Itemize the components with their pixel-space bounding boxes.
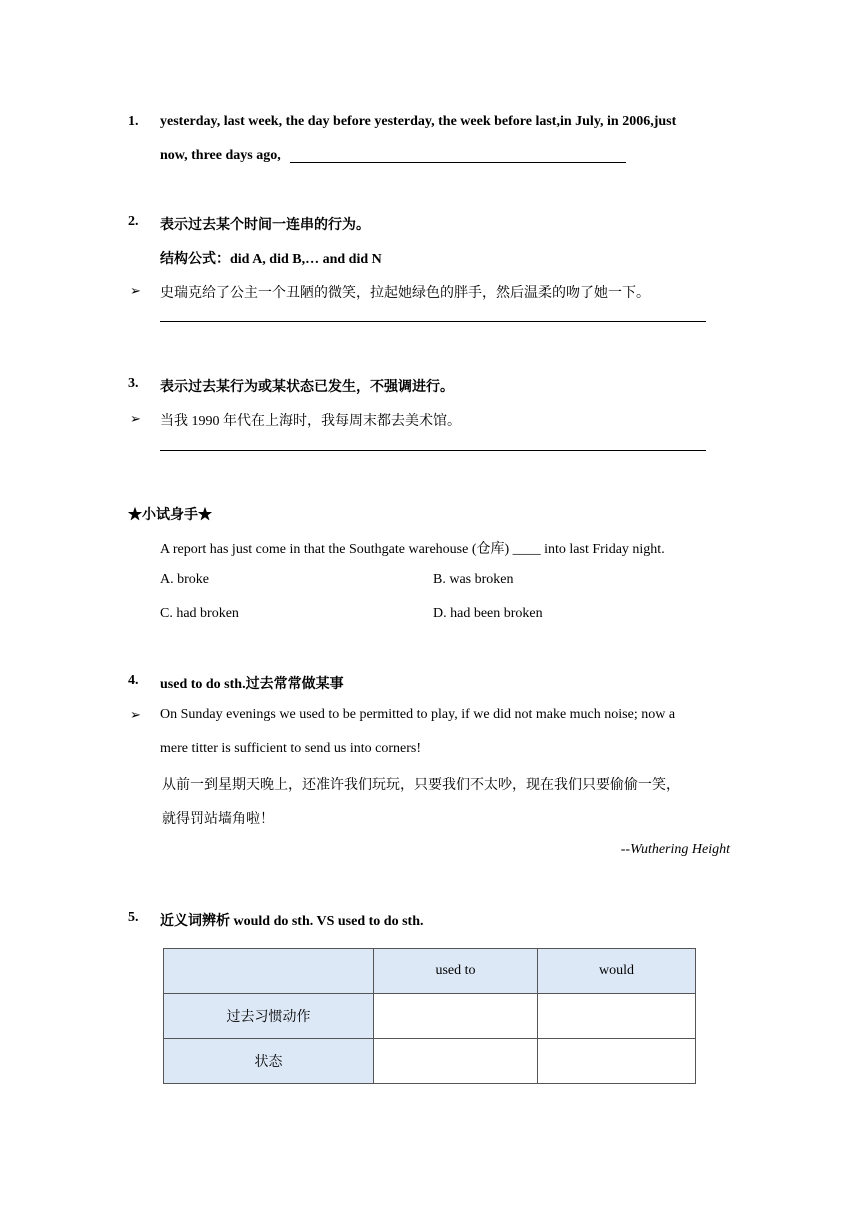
bullet-arrow-icon: ➢ [130, 708, 141, 723]
item-3-title: 表示过去某行为或某状态已发生，不强调进行。 [160, 380, 454, 395]
item-1-text-line1: yesterday, last week, the day before yesterday, the week before last,in July, in 2006,just [160, 114, 677, 129]
table-row-label: 状态 [164, 1039, 374, 1084]
item-3-answer-line [160, 450, 706, 451]
quiz-option-c: C. had broken [160, 606, 239, 621]
item-2-answer-line [160, 321, 706, 322]
item-4-title [160, 673, 344, 693]
table-row [164, 1039, 696, 1084]
item-4-title-cn: .过去常常做某事 [242, 677, 344, 692]
item-4-number: 4. [128, 673, 139, 688]
item-2-title: 表示过去某个时间一连串的行为。 [160, 218, 370, 233]
table-cell [538, 1039, 696, 1084]
quiz-option-d: D. had been broken [433, 606, 543, 621]
bullet-arrow-icon: ➢ [130, 412, 141, 427]
item-3-example: 当我 1990 年代在上海时，我每周末都去美术馆。 [160, 414, 461, 429]
item-4-source-title: Wuthering Height [630, 842, 730, 857]
item-4-example-line2: mere titter is sufficient to send us into corners! [160, 741, 422, 756]
quiz-option-a: A. broke [160, 572, 209, 587]
item-3-number: 3. [128, 376, 139, 391]
bullet-arrow-icon: ➢ [130, 284, 141, 299]
item-4-source [621, 842, 730, 858]
item-4-translation-line1: 从前一到星期天晚上，还准许我们玩玩，只要我们不太吵，现在我们只要偷偷一笑， [162, 778, 680, 793]
table-cell [374, 1039, 538, 1084]
table-cell [538, 994, 696, 1039]
item-4-title-en: used to do sth [160, 677, 243, 692]
item-1-answer-blank [290, 162, 626, 163]
quiz-heading: ★小试身手★ [128, 508, 212, 523]
table-row [164, 994, 696, 1039]
table-header-cell: would [538, 949, 696, 994]
quiz-option-b: B. was broken [433, 572, 514, 587]
item-4-example-line1: On Sunday evenings we used to be permitted to play, if we did not make much noise; now a [160, 707, 676, 722]
table-header-row [164, 949, 696, 994]
item-5-number: 5. [128, 910, 139, 925]
table-header-cell: used to [374, 949, 538, 994]
item-4-source-dash: -- [620, 842, 631, 857]
item-2-example: 史瑞克给了公主一个丑陋的微笑，拉起她绿色的胖手，然后温柔的吻了她一下。 [160, 286, 650, 301]
quiz-question: A report has just come in that the Southgate warehouse (仓库) ____ into last Friday night. [160, 542, 665, 557]
item-1-text-line2: now, three days ago, [160, 148, 281, 163]
table-header-cell [164, 949, 374, 994]
item-2-formula: 结构公式：did A, did B,… and did N [160, 252, 382, 267]
item-5-title: 近义词辨析 would do sth. VS used to do sth. [160, 914, 424, 929]
item-2-number: 2. [128, 214, 139, 229]
table-row-label: 过去习惯动作 [164, 994, 374, 1039]
item-1-number: 1. [128, 114, 139, 129]
table-cell [374, 994, 538, 1039]
item-4-translation-line2: 就得罚站墙角啦！ [162, 812, 274, 827]
comparison-table [163, 948, 696, 1084]
